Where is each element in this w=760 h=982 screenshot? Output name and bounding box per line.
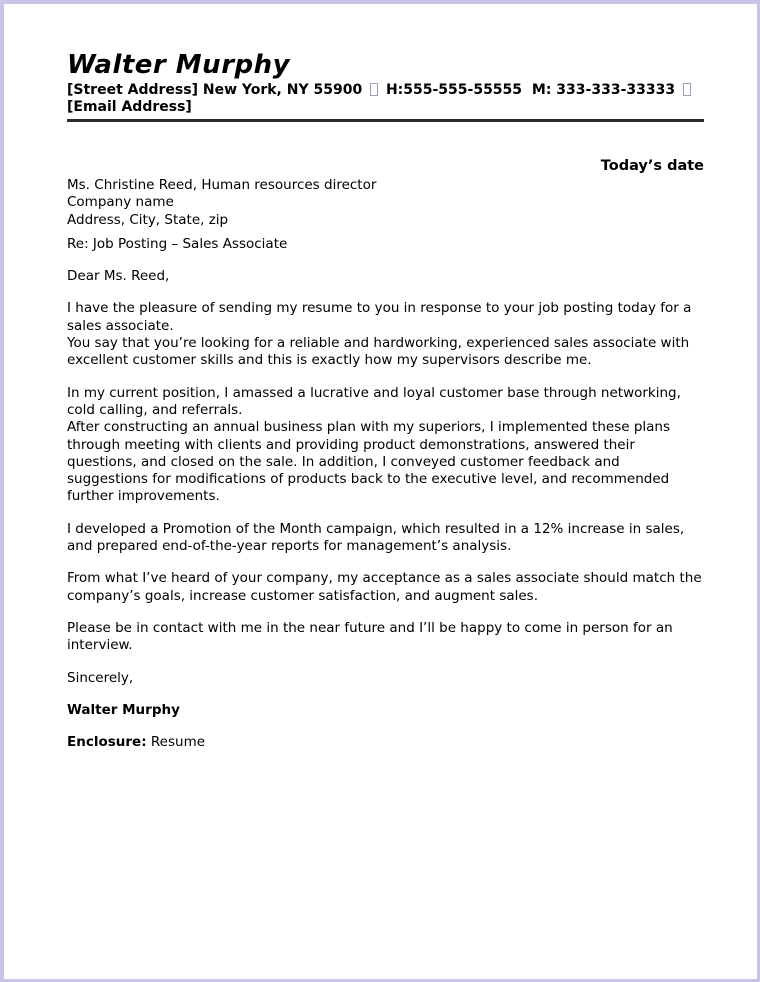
paragraph-text: In my current position, I amassed a lucrative and loyal customer base through networking, cold calling, and referrals. [67, 384, 681, 418]
salutation: Dear Ms. Reed, [67, 268, 170, 285]
email-address: [Email Address] [67, 99, 192, 115]
recipient-address: Address, City, State, zip [67, 211, 229, 228]
closing: Sincerely, [67, 669, 134, 686]
date: Today’s date [600, 158, 704, 174]
body-paragraph [67, 385, 704, 506]
paragraph-text: After constructing an annual business plan with my superiors, I implemented these plans through meeting with clients and providing product demonstrations, answered their questions, and closed on the sale. In addition, I conveyed customer feedback and suggestions for modifications of products back to the executive level, and recommended further improvements. [67, 419, 671, 505]
recipient-company: Company name [67, 194, 174, 211]
email-icon [683, 83, 691, 96]
enclosure-value: Resume [150, 734, 206, 751]
sender-name: Walter Murphy [67, 50, 291, 80]
home-phone: H:555-555-55555 [385, 82, 523, 98]
paragraph-text: Please be in contact with me in the near future and I’ll be happy to come in person for an interview. [67, 619, 673, 654]
street-address: [Street Address] New York, NY 55900 [67, 82, 363, 98]
letter-body [67, 177, 704, 751]
paragraph-text: From what I’ve heard of your company, my acceptance as a sales associate should match the company’s goals, increase customer satisfaction, and augment sales. [67, 570, 702, 604]
mobile-phone: M: 333-333-33333 [531, 82, 676, 98]
contact-line [67, 82, 704, 116]
header-divider [67, 119, 704, 122]
body-paragraph [67, 300, 704, 369]
recipient-block [67, 177, 704, 229]
paragraph-text: I have the pleasure of sending my resume to you in response to your job posting today for a sales associate. [67, 300, 692, 334]
home-phone-icon [370, 83, 378, 96]
recipient-name-title: Ms. Christine Reed, Human resources director [67, 177, 377, 193]
body-paragraph [67, 620, 704, 655]
body-paragraph [67, 521, 704, 556]
subject-line: Re: Job Posting – Sales Associate [67, 235, 288, 252]
letter-content [4, 4, 757, 751]
enclosure-label: Enclosure: [67, 734, 147, 751]
enclosure-line [67, 734, 704, 751]
paragraph-text: I developed a Promotion of the Month campaign, which resulted in a 12% increase in sales, and prepared end-of-the-year reports for management’s analysis. [67, 520, 685, 555]
paragraph-text: You say that you’re looking for a reliable and hardworking, experienced sales associate with excellent customer skills and this is exactly how my supervisors describe me. [67, 335, 690, 369]
body-paragraph [67, 570, 704, 605]
signature-name: Walter Murphy [67, 701, 180, 718]
